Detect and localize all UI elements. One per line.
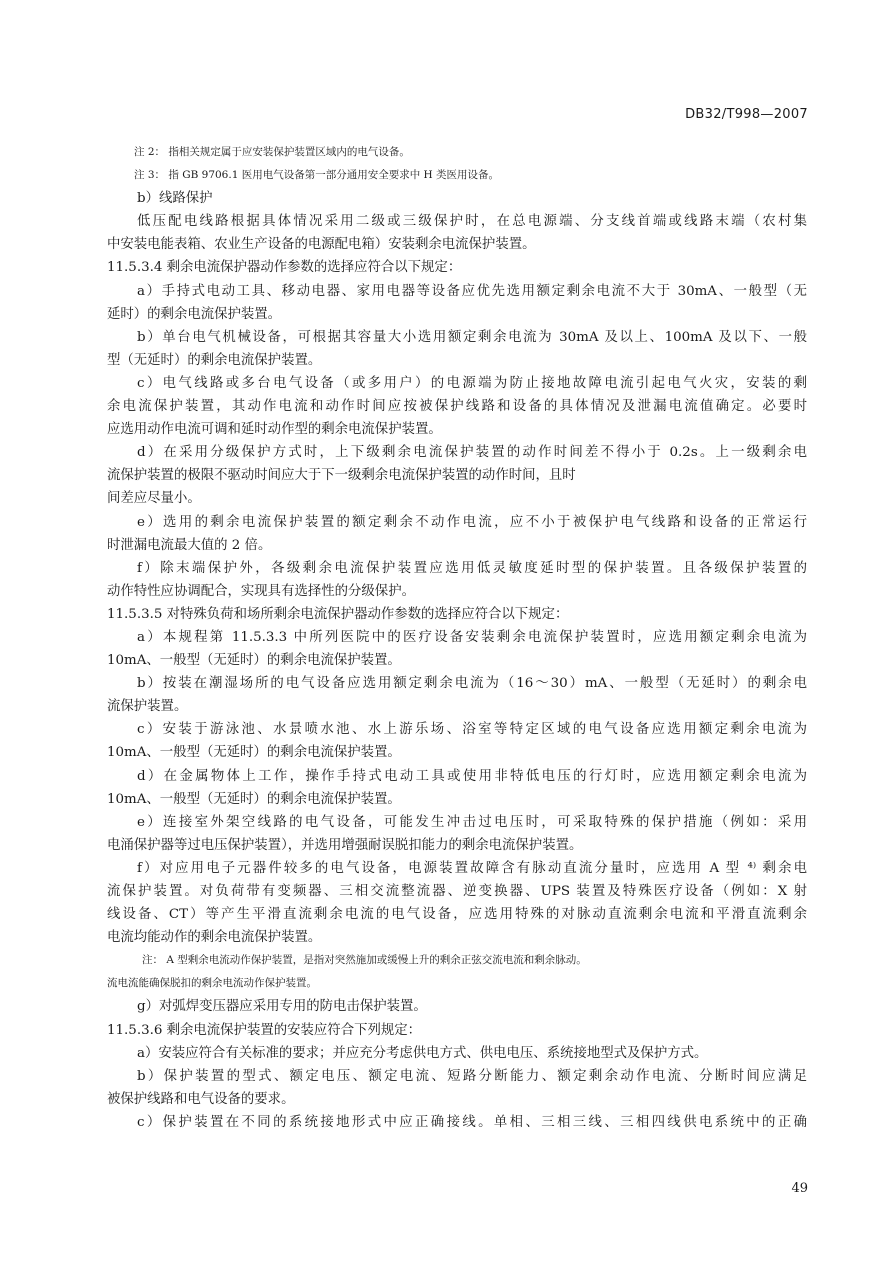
- text-line: 流保护装置。: [107, 699, 188, 715]
- text-line: 低压配电线路根据具体情况采用二级或三级保护时，在总电源端、分支线首端或线路末端（农村集: [137, 214, 807, 230]
- text-line: d）在采用分级保护方式时，上下级剩余电流保护装置的动作时间差不得小于 0.2s。上一级剩余电: [137, 445, 807, 461]
- text-line: 线设备、CT）等产生平滑直流剩余电流的电气设备，应选用特殊的对脉动直流剩余电流和平滑直流剩余: [107, 907, 807, 923]
- text-line: f）对应用电子元器件较多的电气设备，电源装置故障含有脉动直流分量时，应选用 A 型 ⁴⁾ 剩余电: [137, 860, 807, 876]
- text-line: 11.5.3.4 剩余电流保护器动作参数的选择应符合以下规定：: [107, 260, 462, 276]
- text-line: c）电气线路或多台电气设备（或多用户）的电源端为防止接地故障电流引起电气火灾，安装的剩: [137, 375, 807, 391]
- note-line: 注 2： 指相关规定属于应安装保护装置区域内的电气设备。: [134, 146, 410, 158]
- text-line: e）连接室外架空线路的电气设备，可能发生冲击过电压时，可采取特殊的保护措施（例如：采用: [137, 814, 807, 830]
- text-line: b）线路保护: [137, 191, 213, 207]
- text-line: b）按装在潮湿场所的电气设备应选用额定剩余电流为（16～30）mA、一般型（无延时）的剩余电: [137, 676, 807, 692]
- text-line: f）除末端保护外，各级剩余电流保护装置应选用低灵敏度延时型的保护装置。且各级保护装置的: [137, 560, 807, 576]
- text-line: 10mA、一般型（无延时）的剩余电流保护装置。: [107, 745, 401, 761]
- text-line: b）单台电气机械设备，可根据其容量大小选用额定剩余电流为 30mA 及以上、100mA 及以下、一般: [137, 329, 807, 345]
- text-line: 11.5.3.6 剩余电流保护装置的安装应符合下列规定：: [107, 1022, 422, 1038]
- text-line: 11.5.3.5 对特殊负荷和场所剩余电流保护器动作参数的选择应符合以下规定：: [107, 606, 569, 622]
- text-line: a）本规程第 11.5.3.3 中所列医院中的医疗设备安装剩余电流保护装置时，应选用额定剩余电流为: [137, 629, 807, 645]
- text-line: a）安装应符合有关标准的要求；并应充分考虑供电方式、供电电压、系统接地型式及保护方式。: [137, 1045, 708, 1061]
- page-number: 49: [791, 1181, 808, 1196]
- text-line: 10mA、一般型（无延时）的剩余电流保护装置。: [107, 791, 401, 807]
- text-line: 型（无延时）的剩余电流保护装置。: [107, 352, 322, 368]
- document-code: DB32/T998—2007: [685, 107, 808, 122]
- text-line: 余电流保护装置，其动作电流和动作时间应按被保护线路和设备的具体情况及泄漏电流值确定。必要时: [107, 399, 807, 415]
- text-line: 电流均能动作的剩余电流保护装置。: [107, 930, 322, 946]
- note-line: 注 3： 指 GB 9706.1 医用电气设备第一部分通用安全要求中 H 类医用设备。: [134, 169, 500, 182]
- text-line: c）安装于游泳池、水景喷水池、水上游乐场、浴室等特定区域的电气设备应选用额定剩余电流为: [137, 722, 807, 738]
- text-line: d）在金属物体上工作，操作手持式电动工具或使用非特低电压的行灯时，应选用额定剩余电流为: [137, 768, 807, 784]
- text-line: e）选用的剩余电流保护装置的额定剩余不动作电流，应不小于被保护电气线路和设备的正常运行: [137, 514, 807, 530]
- text-line: 电涌保护器等过电压保护装置），并选用增强耐误脱扣能力的剩余电流保护装置。: [107, 837, 583, 853]
- document-body: [107, 141, 807, 1134]
- text-line: 延时）的剩余电流保护装置。: [107, 306, 282, 322]
- text-line: 流保护装置的极限不驱动时间应大于下一级剩余电流保护装置的动作时间，且时: [107, 468, 576, 484]
- text-line: a）手持式电动工具、移动电器、家用电器等设备应优先选用额定剩余电流不大于 30mA、一般型（无: [137, 283, 807, 299]
- text-line: g）对弧焊变压器应采用专用的防电击保护装置。: [137, 999, 427, 1015]
- text-line: 应选用动作电流可调和延时动作型的剩余电流保护装置。: [107, 422, 442, 438]
- text-line: 被保护线路和电气设备的要求。: [107, 1091, 295, 1107]
- text-line: 时泄漏电流最大值的 2 倍。: [107, 537, 272, 553]
- text-line: c）保护装置在不同的系统接地形式中应正确接线。单相、三相三线、三相四线供电系统中的正确: [137, 1114, 807, 1130]
- text-line: 动作特性应协调配合，实现具有选择性的分级保护。: [107, 583, 415, 599]
- text-line: b）保护装置的型式、额定电压、额定电流、短路分断能力、额定剩余动作电流、分断时间应满足: [137, 1068, 807, 1084]
- text-line: 流保护装置。对负荷带有变频器、三相交流整流器、逆变换器、UPS 装置及特殊医疗设备（例如：X 射: [107, 884, 807, 899]
- text-line: 间差应尽量小。: [107, 491, 201, 507]
- text-line: 中安装电能表箱、农业生产设备的电源配电箱）安装剩余电流保护装置。: [107, 237, 536, 253]
- text-line: 10mA、一般型（无延时）的剩余电流保护装置。: [107, 653, 401, 669]
- note-line: 流电流能确保脱扣的剩余电流动作保护装置。: [107, 977, 317, 990]
- note-line: 注： A 型剩余电流动作保护装置，是指对突然施加或缓慢上升的剩余正弦交流电流和剩余脉动。: [142, 954, 587, 967]
